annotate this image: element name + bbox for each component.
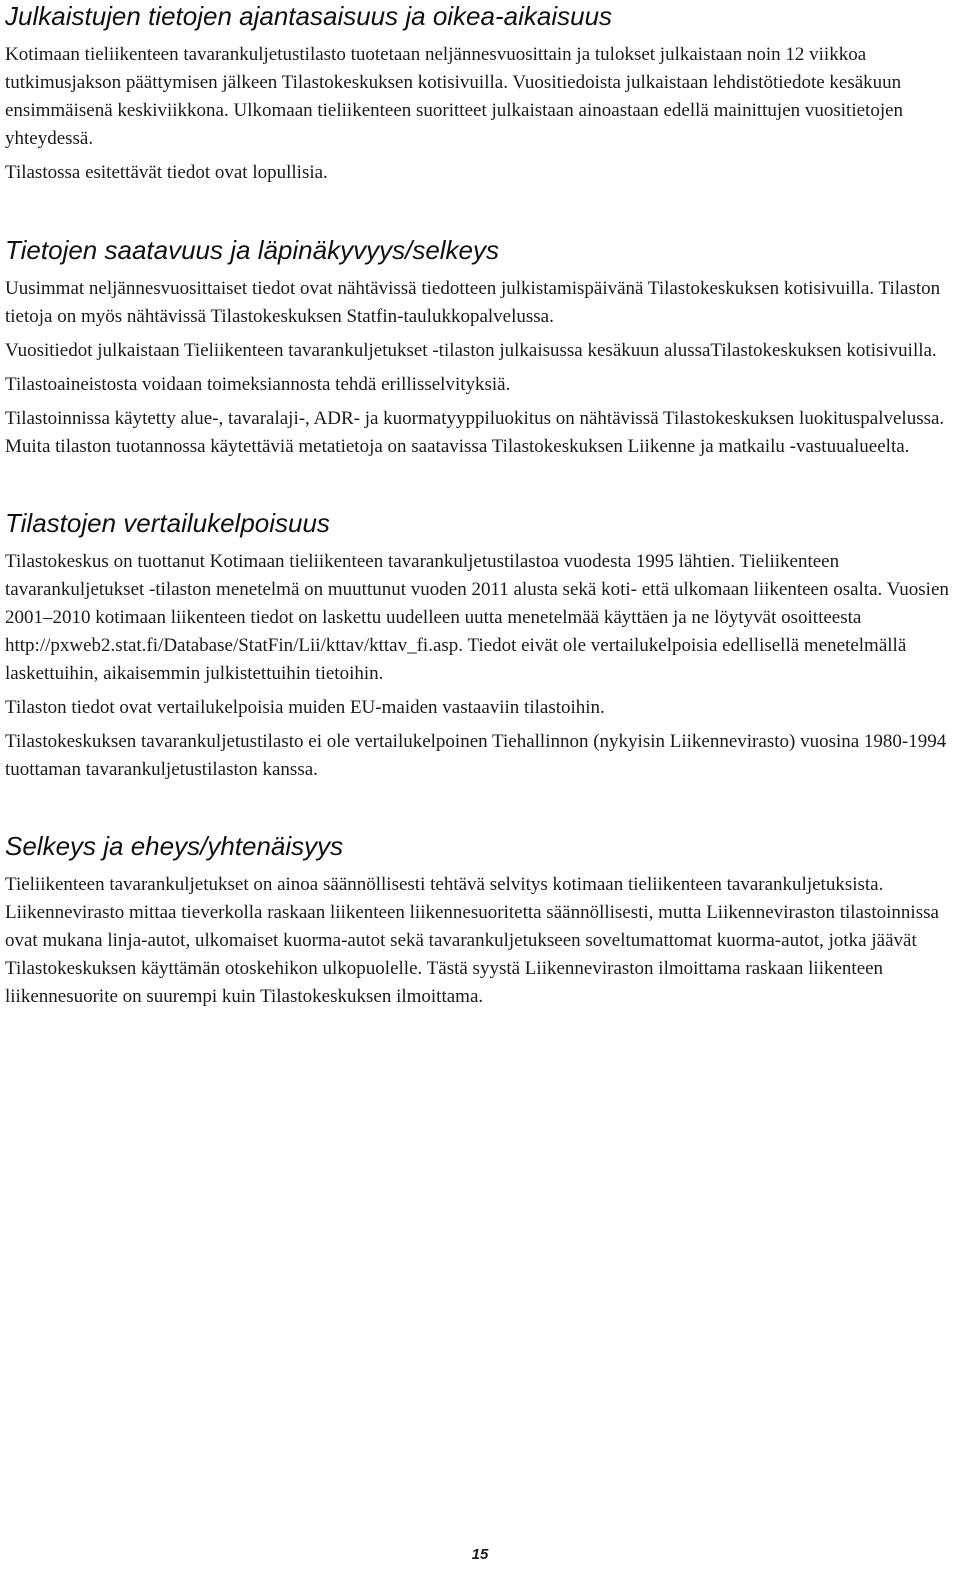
section-heading: Tietojen saatavuus ja läpinäkyvyys/selkeys xyxy=(5,235,500,265)
section-availability xyxy=(5,234,955,461)
section-coherence xyxy=(5,830,955,1011)
paragraph: Kotimaan tieliikenteen tavarankuljetustilasto tuotetaan neljännesvuosittain ja tulokset julkaistaan noin 12 viikkoa tutkimusjakson päättymisen jälkeen Tilastokeskuksen kotisivuilla. Vuositiedoista julkaistaan lehdistötiedote kesäkuun ensimmäisenä keskiviikkona. Ulkomaan tieliikenteen suoritteet julkaistaan ainoastaan edellä mainittujen vuositietojen yhteydessä. xyxy=(5,44,904,149)
page-content xyxy=(5,0,955,1017)
paragraph: Tilastoaineistosta voidaan toimeksiannosta tehdä erillisselvityksiä. xyxy=(5,374,511,395)
paragraph: Tilastoinnissa käytetty alue-, tavaralaji-, ADR- ja kuormatyyppiluokitus on nähtävissä Tilastokeskuksen luokituspalvelussa. Muita tilaston tuotannossa käytettäviä metatietoja on saatavissa Tilastokeskuksen Liikenne ja matkailu -vastuualueelta. xyxy=(5,408,945,457)
paragraph: Vuositiedot julkaistaan Tieliikenteen tavarankuljetukset -tilaston julkaisussa kesäkuun alussaTilastokeskuksen kotisivuilla. xyxy=(5,340,937,361)
paragraph: Tilaston tiedot ovat vertailukelpoisia muiden EU-maiden vastaaviin tilastoihin. xyxy=(5,697,605,718)
paragraph: Tieliikenteen tavarankuljetukset on ainoa säännöllisesti tehtävä selvitys kotimaan tieliikenteen tavarankuljetuksista. Liikennevirasto mittaa tieverkolla raskaan liikenteen liikennesuoritetta säännöllisesti, mutta Liikenneviraston tilastoinnissa ovat mukana linja-autot, ulkomaiset kuorma-autot sekä tavarankuljetukseen soveltumattomat kuorma-autot, jotka jäävät Tilastokeskuksen käyttämän otoskehikon ulkopuolelle. Tästä syystä Liikenneviraston ilmoittama raskaan liikenteen liikennesuorite on suurempi kuin Tilastokeskuksen ilmoittama. xyxy=(5,874,939,1007)
section-timeliness xyxy=(5,0,955,187)
section-comparability xyxy=(5,507,955,784)
paragraph: Tilastossa esitettävät tiedot ovat lopullisia. xyxy=(5,162,328,183)
section-heading: Julkaistujen tietojen ajantasaisuus ja oikea-aikaisuus xyxy=(5,1,613,31)
section-heading: Tilastojen vertailukelpoisuus xyxy=(5,508,330,538)
paragraph: Tilastokeskuksen tavarankuljetustilasto ei ole vertailukelpoinen Tiehallinnon (nykyisin Liikennevirasto) vuosina 1980-1994 tuottaman tavarankuljetustilaston kanssa. xyxy=(5,731,947,780)
page-number: 15 xyxy=(471,1546,489,1563)
paragraph: Tilastokeskus on tuottanut Kotimaan tieliikenteen tavarankuljetustilastoa vuodesta 1995 lähtien. Tieliikenteen tavarankuljetukset -tilaston menetelmä on muuttunut vuoden 2011 alusta sekä koti- että ulkomaan liikenteen osalta. Vuosien 2001–2010 kotimaan liikenteen tiedot on laskettu uudelleen uutta menetelmää käyttäen ja ne löytyvät osoitteesta http://pxweb2.stat.fi/Database/StatFin/Lii/kttav/kttav_fi.asp. Tiedot eivät ole vertailukelpoisia edellisellä menetelmällä laskettuihin, aikaisemmin julkistettuihin tietoihin. xyxy=(5,551,949,684)
paragraph: Uusimmat neljännesvuosittaiset tiedot ovat nähtävissä tiedotteen julkistamispäivänä Tilastokeskuksen kotisivuilla. Tilaston tietoja on myös nähtävissä Tilastokeskuksen Statfin-taulukkopalvelussa. xyxy=(5,278,941,327)
section-heading: Selkeys ja eheys/yhtenäisyys xyxy=(5,831,344,861)
